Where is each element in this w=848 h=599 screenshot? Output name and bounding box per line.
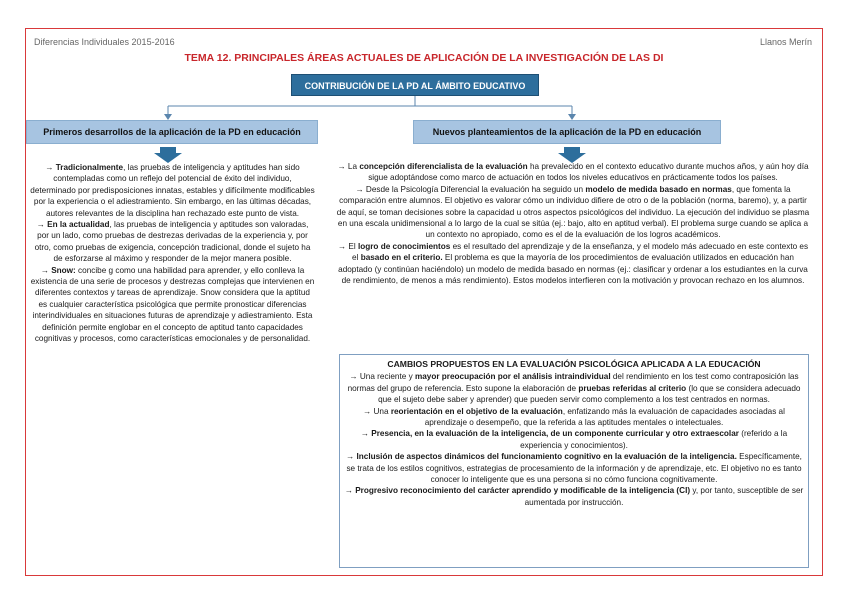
right-paragraph-differential: → La concepción diferencialista de la evaluación ha prevalecido en el contexto educativo durante muchos años, y aún hoy día sigue adoptándose como marco de actuación en todos los niveles educativos en prácticamente todos los países.: [337, 162, 809, 183]
change-item-modifiable: → Progresivo reconocimiento del carácter aprendido y modificable de la inteligencia (CI) y, por tanto, susceptible de ser aumentada por instrucción.: [344, 486, 804, 507]
course-header: Diferencias Individuales 2015-2016: [34, 37, 175, 47]
change-item-intraindividual: → Una reciente y mayor preocupación por el análisis intraindividual del rendimiento en los test como contraposición las normas del grupo de referencia. Esto supone la elaboración de pruebas referidas al criterio (lo que se considera adecuado que el sujeto debe saber y aprender) que pueden servir como complemento a los test centrados en normas.: [347, 372, 801, 405]
left-column: [30, 162, 315, 345]
left-down-arrow-icon: [154, 147, 182, 163]
change-item-curricular: → Presencia, en la evaluación de la inteligencia, de un componente curricular y otro extraescolar (referido a la experiencia y conocimientos).: [360, 429, 788, 450]
right-paragraph-norms: → Desde la Psicología Diferencial la evaluación ha seguido un modelo de medida basado en normas, que fomenta la comparación entre alumnos. El objetivo es valorar cómo un individuo difiere de otro o de la población (norma, baremo), y, a partir de aquí, se toman decisiones sobre la capacidad u otros aspectos psicológicos del individuo. La ejecución del individuo se plasma en una escala unidimensional a lo largo de la cual se sitúa (ej.: bajo, alto en aptitud verbal). El problema surge cuando se aplica a un contexto no apropiado, como es el de la evaluación de los logros académicos.: [336, 184, 810, 240]
left-paragraph-traditional: → Tradicionalmente, las pruebas de inteligencia y aptitudes han sido contempladas como un reflejo del potencial de éxito del individuo, determinado por predisposiciones innatas, estables y difícilmente modificables por la experiencia o el adiestramiento. Sin embargo, en las últimas décadas, autores relevantes de la disciplina han rechazado este punto de vista.: [30, 163, 315, 218]
change-item-reorientation: → Una reorientación en el objetivo de la evaluación, enfatizando más la evaluación de capacidades asociadas al aprendizaje o desempeño, que la referida a las aptitudes mentales o intelectuales.: [363, 406, 785, 428]
proposed-changes-title: CAMBIOS PROPUESTOS EN LA EVALUACIÓN PSICOLÓGICA APLICADA A LA EDUCACIÓN: [387, 359, 761, 369]
right-column: [334, 161, 812, 286]
left-paragraph-current: → En la actualidad, las pruebas de inteligencia y aptitudes son valoradas, por un lado, como pruebas de destrezas derivadas de la experiencia y, por otro, como pruebas de exigencia, concepción tradicional, donde el sujeto ha de esforzarse al máximo y responder de la mejor manera posible.: [34, 220, 311, 264]
change-item-dynamic: → Inclusión de aspectos dinámicos del funcionamiento cognitivo en la evaluación de la inteligencia. Específicamente, se trata de los estilos cognitivos, estrategias de procesamiento de la información y de aprendizaje, etc. El objetivo no es tanto conocer lo inteligente que es una persona si no cómo funciona cognitivamente.: [346, 452, 802, 485]
author-header: Llanos Merín: [759, 37, 812, 47]
left-section-heading: Primeros desarrollos de la aplicación de la PD en educación: [26, 120, 318, 144]
proposed-changes-box: [339, 354, 809, 568]
right-section-heading: Nuevos planteamientos de la aplicación de la PD en educación: [413, 120, 721, 144]
main-topic-box: CONTRIBUCIÓN DE LA PD AL ÁMBITO EDUCATIVO: [291, 74, 539, 96]
page-title: TEMA 12. PRINCIPALES ÁREAS ACTUALES DE APLICACIÓN DE LA INVESTIGACIÓN DE LAS DI: [184, 52, 664, 64]
left-paragraph-snow: → Snow: concibe g como una habilidad para aprender, y ello conlleva la existencia de una serie de procesos y destrezas complejas que intervienen en diferentes contextos y tareas de aprendizaje. Snow considera que la aptitud es cualquier característica psicológica que permite pronosticar diferencias interindividuales en situaciones futuras de aprendizaje y adiestramiento. Esta definición permite englobar en el concepto de aptitud tanto capacidades cognitivas y procesos, como características emocionales y de personalidad.: [30, 265, 315, 344]
right-paragraph-criterion: → El logro de conocimientos es el resultado del aprendizaje y de la enseñanza, y el modelo más adecuado en este contexto es el basado en el criterio. El problema es que la mayoría de los procedimientos de evaluación utilizados en educación han adoptado (y continúan haciéndolo) un modelo de medida basado en normas (ej.: clasificar y ordenar a los estudiantes en la curva de rendimiento, de menos a más rendimiento). Estos modelos interfieren con la motivación y provocan rechazo en los alumnos.: [337, 241, 809, 286]
